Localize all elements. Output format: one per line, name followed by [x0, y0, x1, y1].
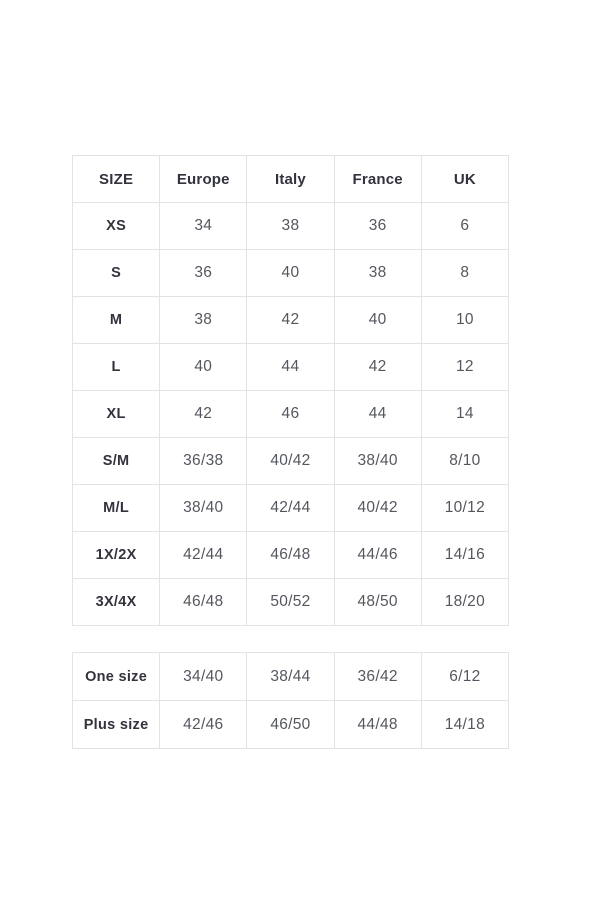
size-cell: 38/40	[160, 485, 247, 532]
table-row	[73, 297, 509, 344]
size-cell: 12	[421, 344, 508, 391]
row-label: L	[73, 344, 160, 391]
size-cell: 40	[160, 344, 247, 391]
size-cell: 38/40	[334, 438, 421, 485]
size-cell: 34	[160, 203, 247, 250]
size-cell: 36/42	[334, 653, 421, 701]
row-label: S	[73, 250, 160, 297]
row-label: M	[73, 297, 160, 344]
size-cell: 44/46	[334, 532, 421, 579]
size-cell: 42	[247, 297, 334, 344]
size-cell: 46	[247, 391, 334, 438]
column-header-uk: UK	[421, 156, 508, 203]
row-label: XS	[73, 203, 160, 250]
size-cell: 6	[421, 203, 508, 250]
size-cell: 34/40	[160, 653, 247, 701]
column-header-europe: Europe	[160, 156, 247, 203]
size-cell: 18/20	[421, 579, 508, 626]
column-header-size: SIZE	[73, 156, 160, 203]
column-header-italy: Italy	[247, 156, 334, 203]
size-cell: 36	[334, 203, 421, 250]
size-cell: 46/48	[160, 579, 247, 626]
table-row	[73, 203, 509, 250]
table-row	[73, 250, 509, 297]
table-header-row	[73, 156, 509, 203]
size-cell: 10/12	[421, 485, 508, 532]
size-cell: 44	[247, 344, 334, 391]
size-cell: 38	[160, 297, 247, 344]
size-cell: 38	[334, 250, 421, 297]
size-cell: 8	[421, 250, 508, 297]
table-row	[73, 438, 509, 485]
size-cell: 50/52	[247, 579, 334, 626]
table-row	[73, 532, 509, 579]
size-cell: 42/44	[160, 532, 247, 579]
table-row	[73, 344, 509, 391]
size-cell: 42	[160, 391, 247, 438]
row-label: S/M	[73, 438, 160, 485]
size-cell: 42/46	[160, 701, 247, 749]
row-label-one-size: One size	[73, 653, 160, 701]
size-cell: 14/18	[421, 701, 508, 749]
size-cell: 40/42	[247, 438, 334, 485]
table-row	[73, 485, 509, 532]
size-cell: 14	[421, 391, 508, 438]
size-cell: 46/50	[247, 701, 334, 749]
row-label: XL	[73, 391, 160, 438]
size-cell: 6/12	[421, 653, 508, 701]
size-cell: 8/10	[421, 438, 508, 485]
size-conversion-table	[72, 155, 509, 626]
size-cell: 42/44	[247, 485, 334, 532]
size-cell: 42	[334, 344, 421, 391]
special-size-table	[72, 652, 509, 749]
column-header-france: France	[334, 156, 421, 203]
size-cell: 40/42	[334, 485, 421, 532]
row-label: 1X/2X	[73, 532, 160, 579]
size-cell: 46/48	[247, 532, 334, 579]
row-label: 3X/4X	[73, 579, 160, 626]
table-row	[73, 391, 509, 438]
size-cell: 38/44	[247, 653, 334, 701]
table-row	[73, 701, 509, 749]
size-cell: 14/16	[421, 532, 508, 579]
size-cell: 36/38	[160, 438, 247, 485]
size-cell: 36	[160, 250, 247, 297]
size-cell: 40	[334, 297, 421, 344]
size-cell: 38	[247, 203, 334, 250]
row-label: M/L	[73, 485, 160, 532]
row-label-plus-size: Plus size	[73, 701, 160, 749]
size-cell: 40	[247, 250, 334, 297]
size-cell: 48/50	[334, 579, 421, 626]
size-cell: 44	[334, 391, 421, 438]
table-row	[73, 579, 509, 626]
size-cell: 10	[421, 297, 508, 344]
size-chart-area	[72, 155, 509, 749]
size-cell: 44/48	[334, 701, 421, 749]
table-row	[73, 653, 509, 701]
